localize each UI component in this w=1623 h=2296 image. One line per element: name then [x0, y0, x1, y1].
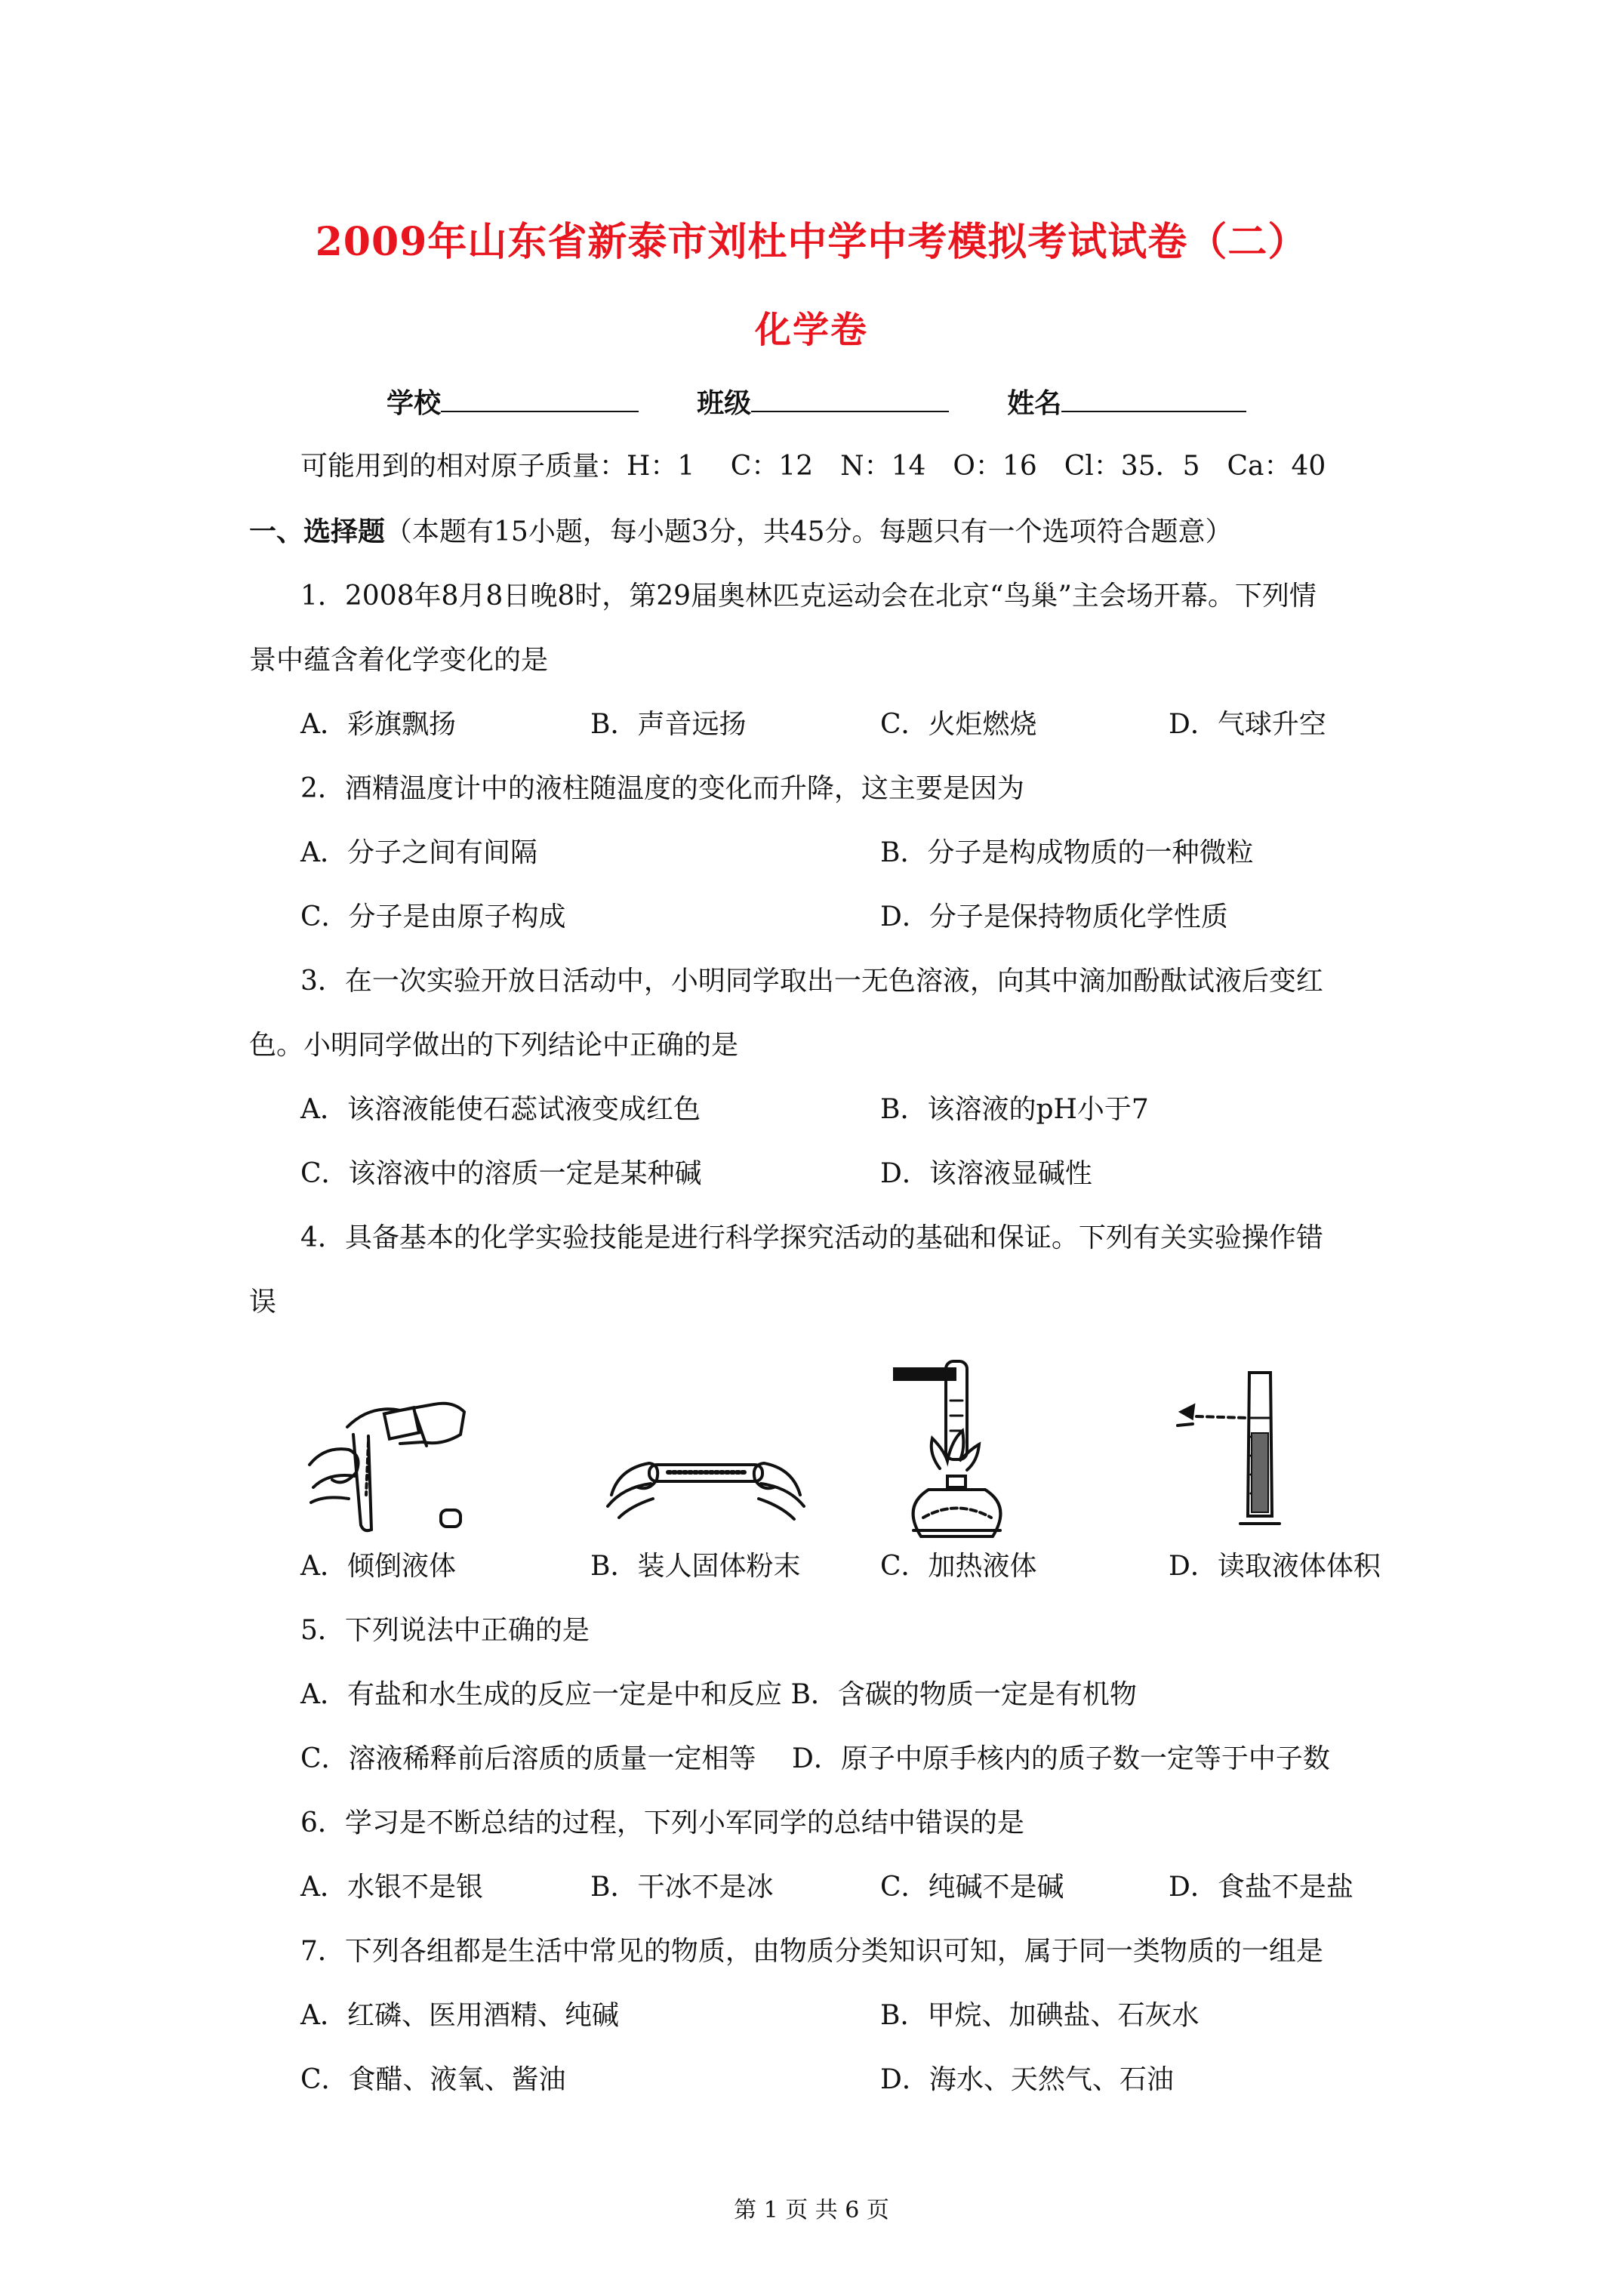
- question-3-line1: 3．在一次实验开放日活动中，小明同学取出一无色溶液，向其中滴加酚酞试液后变红: [300, 966, 1323, 997]
- q4-option-d: D．读取液体体积: [1169, 1551, 1381, 1582]
- name-field[interactable]: [1061, 384, 1246, 412]
- q7-option-a: A．红磷、医用酒精、纯碱: [300, 2000, 619, 2031]
- name-label: 姓名: [1007, 387, 1062, 419]
- q3-option-d: D．该溶液显碱性: [880, 1158, 1092, 1189]
- q1-option-b: B．声音远扬: [590, 709, 747, 740]
- school-label: 学校: [387, 387, 442, 419]
- atomic-masses: 可能用到的相对原子质量：H：1 C：12 N：14 O：16 Cl：35．5 Ca：40: [300, 451, 1326, 482]
- q2-option-d: D．分子是保持物质化学性质: [880, 901, 1228, 932]
- q1-option-c: C．火炬燃烧: [880, 709, 1037, 740]
- class-label: 班级: [697, 387, 752, 419]
- q3-option-a: A．该溶液能使石蕊试液变成红色: [300, 1094, 701, 1125]
- exam-subtitle: 化学卷: [754, 309, 868, 351]
- school-field[interactable]: [441, 384, 639, 412]
- question-4-line1: 4．具备基本的化学实验技能是进行科学探究活动的基础和保证。下列有关实验操作错: [300, 1222, 1323, 1253]
- q4-option-c: C．加热液体: [880, 1551, 1037, 1582]
- question-5-line1: 5．下列说法中正确的是: [300, 1615, 590, 1646]
- adding-powder-figure: [596, 1435, 815, 1540]
- class-field[interactable]: [751, 384, 949, 412]
- q4-option-a: A．倾倒液体: [300, 1551, 456, 1582]
- q2-option-c: C．分子是由原子构成: [300, 901, 566, 932]
- page-footer: 第 1 页 共 6 页: [734, 2197, 889, 2224]
- heating-liquid-figure: [887, 1355, 1023, 1544]
- section-title: 一、选择题: [249, 516, 386, 547]
- info-line: [387, 384, 1246, 420]
- q1-option-d: D．气球升空: [1169, 709, 1326, 740]
- question-6-line1: 6．学习是不断总结的过程，下列小军同学的总结中错误的是: [300, 1808, 1024, 1838]
- question-2-line1: 2．酒精温度计中的液柱随温度的变化而升降，这主要是因为: [300, 773, 1024, 804]
- q7-option-b: B．甲烷、加碘盐、石灰水: [880, 2000, 1200, 2031]
- q5-option-cd: C．溶液稀释前后溶质的质量一定相等 D．原子中原手核内的质子数一定等于中子数: [300, 1743, 1330, 1774]
- question-4-line2: 误: [249, 1287, 277, 1318]
- q4-option-b: B．装人固体粉末: [590, 1551, 801, 1582]
- q7-option-d: D．海水、天然气、石油: [880, 2064, 1174, 2095]
- q6-option-d: D．食盐不是盐: [1169, 1872, 1354, 1903]
- q6-option-c: C．纯碱不是碱: [880, 1872, 1064, 1903]
- q3-option-b: B．该溶液的pH小于7: [880, 1094, 1149, 1125]
- q6-option-a: A．水银不是银: [300, 1872, 483, 1903]
- q3-option-c: C．该溶液中的溶质一定是某种碱: [300, 1158, 702, 1189]
- q1-option-a: A．彩旗飘扬: [300, 709, 456, 740]
- q2-option-b: B．分子是构成物质的一种微粒: [880, 837, 1254, 868]
- question-1-line1: 1．2008年8月8日晚8时，第29届奥林匹克运动会在北京“鸟巢”主会场开幕。下列情: [300, 581, 1317, 612]
- pouring-liquid-figure: [302, 1374, 476, 1533]
- question-1-line2: 景中蕴含着化学变化的是: [249, 645, 549, 676]
- q7-option-c: C．食醋、液氧、酱油: [300, 2064, 566, 2095]
- reading-volume-figure: [1166, 1365, 1295, 1539]
- exam-title: 2009年山东省新泰市刘杜中学中考模拟考试试卷（二）: [315, 219, 1308, 265]
- q5-option-ab: A．有盐和水生成的反应一定是中和反应 B．含碳的物质一定是有机物: [300, 1679, 1137, 1710]
- question-3-line2: 色。小明同学做出的下列结论中正确的是: [249, 1030, 739, 1061]
- question-7-line1: 7．下列各组都是生活中常见的物质，由物质分类知识可知，属于同一类物质的一组是: [300, 1936, 1323, 1967]
- section-note: （本题有15小题，每小题3分，共45分。每题只有一个选项符合题意）: [385, 516, 1233, 547]
- q6-option-b: B．干冰不是冰: [590, 1872, 774, 1903]
- q2-option-a: A．分子之间有间隔: [300, 837, 537, 868]
- section-heading: [249, 515, 1233, 549]
